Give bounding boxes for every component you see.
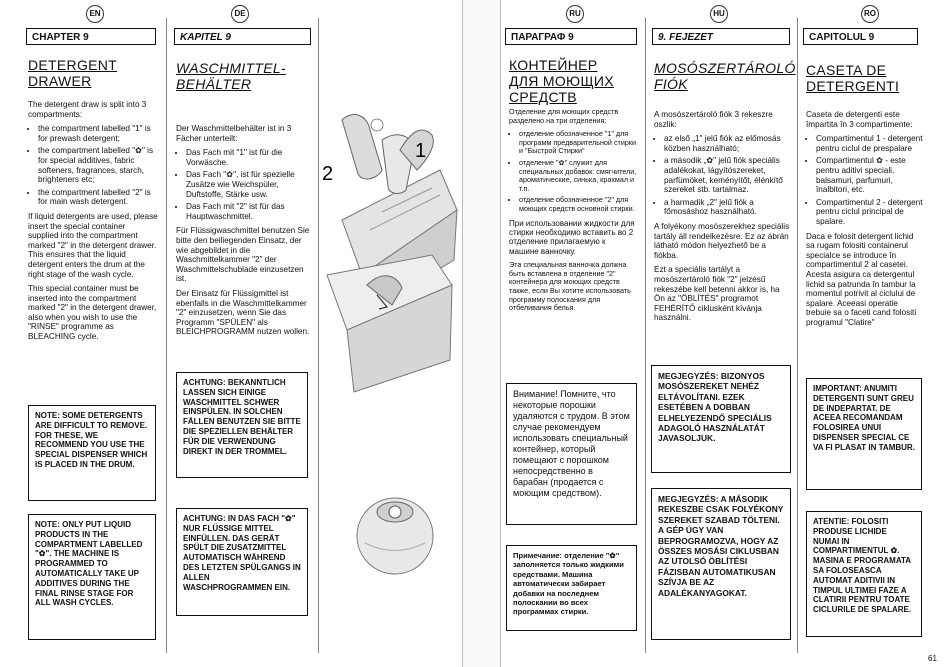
column-divider (645, 18, 646, 653)
list-item: • Compartimentul 2 - detergent pentru ciclul principal de spalare. (816, 198, 924, 227)
list-item: • the compartment labelled "1" is for prewash detergent; (38, 124, 158, 143)
list-item: • the compartment labelled "2" is for main wash detergent. (38, 188, 158, 207)
list-item: • Das Fach "✿", ist für spezielle Zusätze wie Weichspüler, Duftstoffe, Stärke usw. (186, 170, 311, 199)
intro: Der Waschmittelbehälter ist in 3 Fächer unterteilt: (176, 124, 292, 143)
column-divider (797, 18, 798, 653)
note-box-en-2: NOTE: ONLY PUT LIQUID PRODUCTS IN THE COMPARTMENT LABELLED "✿". THE MACHINE IS PROGRAMMED TO AUTOMATICALLY TAKE UP ADDITIVES DURING THE FINAL RINSE STAGE FOR ALL WASH CYCLES. (28, 514, 156, 640)
language-badge-ru: RU (566, 5, 584, 23)
list-item: • Compartimentul ✿ - este pentru aditivi speciali, balsamuri, parfumuri, înalbitori, etc. (816, 156, 924, 194)
intro: Caseta de detergenti este împartita în 3 compartimente: (806, 110, 913, 129)
note-box-en-1: NOTE: SOME DETERGENTS ARE DIFFICULT TO REMOVE. FOR THESE, WE RECOMMEND YOU USE THE SPECIAL DISPENSER WHICH IS PLACED IN THE DRUM. (28, 405, 156, 501)
detergent-ball-illustration (350, 488, 440, 578)
chapter-heading-ru: ПАРАГРАФ 9 (505, 28, 637, 45)
intro: The detergent draw is split into 3 compartments: (28, 100, 147, 119)
note-box-de-1: ACHTUNG: BEKANNTLICH LASSEN SICH EINIGE WASCHMITTEL SCHWER EINSPÜLEN. IN SOLCHEN FÄLLEN BENUTZEN SIE BITTE DIE SPEZIELLEN BEHÄLTER FÜR DIE VERWENDUNG DIREKT IN DER TROMMEL. (176, 372, 308, 478)
list-item: • Compartimentul 1 - detergent pentru ciclul de prespalare (816, 134, 924, 153)
paragraph: Daca e folosit detergent lichid sa rugam folositi containerul specialce se introduce în compartimentul 2 al casetei. Acesta asigura ca detergentul lichid sa patrunda în tambur la momentul potrivit al ciclului de spalare. Aceeasi operatie trebuie sa o faceti cand folositi programul "Clatire" (806, 231, 917, 327)
note-box-ro-1: IMPORTANT: ANUMITI DETERGENTI SUNT GREU DE INDEPARTAT. DE ACEEA RECOMANDAM FOLOSIREA UNUI DISPENSER SPECIAL CE VA FI PLASAT IN TAMBUR. (806, 378, 922, 490)
detergent-drawer-illustration (322, 100, 460, 430)
page-number-right: 61 (928, 654, 937, 663)
body-text-de (176, 124, 311, 342)
paragraph: This special container must be inserted into the compartment marked "2" in the detergent drawer, also when you wish to use the "RINSE" programme as BLEACHING cycle. (28, 284, 157, 342)
note-box-hu-2: MEGJEGYZÉS: A MÁSODIK REKESZBE CSAK FOLYÉKONY SZEREKET SZABAD TÖLTENI. A GÉP ÚGY VAN BEPROGRAMOZVA, HOGY AZ ÖSSZES MOSÁSI CIKLUSBAN AZ UTOLSÓ ÖBLÍTÉSI FÁZISBAN AUTOMATIKUSAN SZÍVJA BE AZ ADALÉKANYAGOKAT. (651, 488, 791, 640)
body-text-en (28, 100, 158, 347)
paragraph: A folyékony mosószerekhez speciális tartály áll rendelkezésre. Ez az ábrán látható módon helyezhető be a fiókba. (654, 221, 790, 260)
list-item: • отделение обозначенное "1" для программ предварительной стирки и "Быстрой Стирки" (519, 130, 637, 156)
paragraph: Der Einsatz für Flüssigmittel ist ebenfalls in die Waschmittelkammer "2" einzusetzen, wenn Sie das Programm "SPÜLEN" als BLEICHPROGRAMM nutzen wollen. (176, 288, 310, 337)
list-item: • Das Fach mit "1" ist für die Vorwäsche. (186, 148, 311, 167)
note-box-hu-1: MEGJEGYZÉS: BIZONYOS MOSÓSZEREKET NEHÉZ ELTÁVOLÍTANI. EZEK ESETÉBEN A DOBBAN ELHELYEZENDŐ SPECIÁLIS ADAGOLÓ HASZNÁLATÁT JAVASOLJUK. (651, 365, 791, 473)
note-box-ru-2: Примечание: отделение "✿" заполняется только жидкими средствами. Машина автоматически забирает добавки на последнем полоскании во всех программах стирки. (506, 545, 637, 631)
note-box-de-2: ACHTUNG: IN DAS FACH "✿" NUR FLÜSSIGE MITTEL EINFÜLLEN. DAS GERÄT SPÜLT DIE ZUSATZMITTEL AUTOMATISCH WÄHREND DES LETZTEN SPÜLGANGS IN ALLEN WASCHPROGRAMMEN EIN. (176, 508, 308, 616)
language-badge-hu: HU (710, 5, 728, 23)
chapter-heading-en: CHAPTER 9 (26, 28, 156, 45)
column-divider (166, 18, 167, 653)
list-item: • отделение "✿" служит для специальных добавок: смягчители, ароматические, синька, крахмал и т.п. (519, 159, 637, 193)
section-title-en: DETERGENT DRAWER (28, 57, 118, 89)
intro: A mosószertároló fiók 3 rekeszre oszlik: (654, 110, 773, 129)
list-item: • отделение обозначенное "2" для моющих средств основной стирки. (519, 196, 637, 213)
paragraph: Эта специальная ванночка должна быть вставлена в отделение "2" контейнера для моющих средств также, если Вы хотите использовать программу полоскания для отбеливания белья. (509, 260, 631, 313)
list-item: • Das Fach mit "2" ist für das Hauptwaschmittel. (186, 202, 311, 221)
list-item: • the compartment labelled "✿" is for special additives, fabric softeners, fragrances, starch, brighteners etc; (38, 146, 158, 184)
figure-label-2: 2 (322, 163, 334, 185)
list-item: • a második „✿" jelű fiók speciális adalékokat, lágyítószereket, parfümöket, keményítőt, élénkítő szereket stb. tartalmaz. (664, 156, 790, 194)
language-badge-de: DE (231, 5, 249, 23)
section-title-ru: КОНТЕЙНЕР ДЛЯ МОЮЩИХ СРЕДСТВ (509, 57, 614, 105)
page-gutter (462, 0, 501, 667)
paragraph: Für Flüssigwaschmittel benutzen Sie bitte den beiliegenden Einsatz, der wie abgebildet in die Waschmittelkammer "2" der Waschmittelschublade einzusetzen ist. (176, 226, 310, 284)
note-box-ro-2: ATENTIE: FOLOSITI PRODUSE LICHIDE NUMAI IN COMPARTIMENTUL ✿. MASINA E PROGRAMATA SA FOLOSEASCA AUTOMAT ADITIVII IN TIMPUL ULTIMEI FAZE A CLATIRII PENTRU TOATE CICLURILE DE SPALARE. (806, 511, 922, 637)
body-text-ru (509, 108, 637, 318)
paragraph: При использовании жидкости для стирки необходимо вставить во 2 отделение прилагаемую к машине ванночку. (509, 218, 635, 256)
section-title-de: WASCHMITTEL-BEHÄLTER (176, 60, 286, 92)
intro: Отделение для моющих средств разделено на три отделения: (509, 107, 619, 125)
note-box-ru-1: Внимание! Помните, что некоторые порошки удаляются с трудом. В этом случае рекомендуем использовать специальный контейнер, который помещают с порошком непосредственно в барабан (продается с моющим средством). (506, 383, 637, 525)
language-badge-en: EN (86, 5, 104, 23)
paragraph: Ezt a speciális tartályt a mosószertároló fiók "2" jelzésű rekeszébe kell betenni akkor is, ha Ön az "ÖBLÍTÉS" programot FEHÉRÍTŐ ciklusként kívánja használni. (654, 265, 780, 323)
chapter-heading-hu: 9. FEJEZET (652, 28, 790, 45)
chapter-heading-ro: CAPITOLUL 9 (803, 28, 918, 45)
list-item: • a harmadik „2" jelű fiók a főmosáshoz használható. (664, 198, 790, 217)
language-badge-ro: RO (861, 5, 879, 23)
paragraph: If liquid detergents are used, please insert the special container supplied into the compartment marked "2" in the detergent drawer. This ensures that the liquid detergent enters the drum at the right stage of the wash cycle. (28, 211, 158, 279)
section-title-hu: MOSÓSZERTÁROLÓ FIÓK (654, 60, 796, 92)
body-text-hu (654, 110, 790, 328)
list-item: • az első „1" jelű fiók az előmosás közben használható; (664, 134, 790, 153)
chapter-heading-de: KAPITEL 9 (174, 28, 311, 45)
body-text-ro (806, 110, 924, 332)
column-divider (318, 18, 319, 653)
section-title-ro: CASETA DE DETERGENTI (806, 62, 900, 94)
figure-label-1: 1 (415, 140, 427, 162)
